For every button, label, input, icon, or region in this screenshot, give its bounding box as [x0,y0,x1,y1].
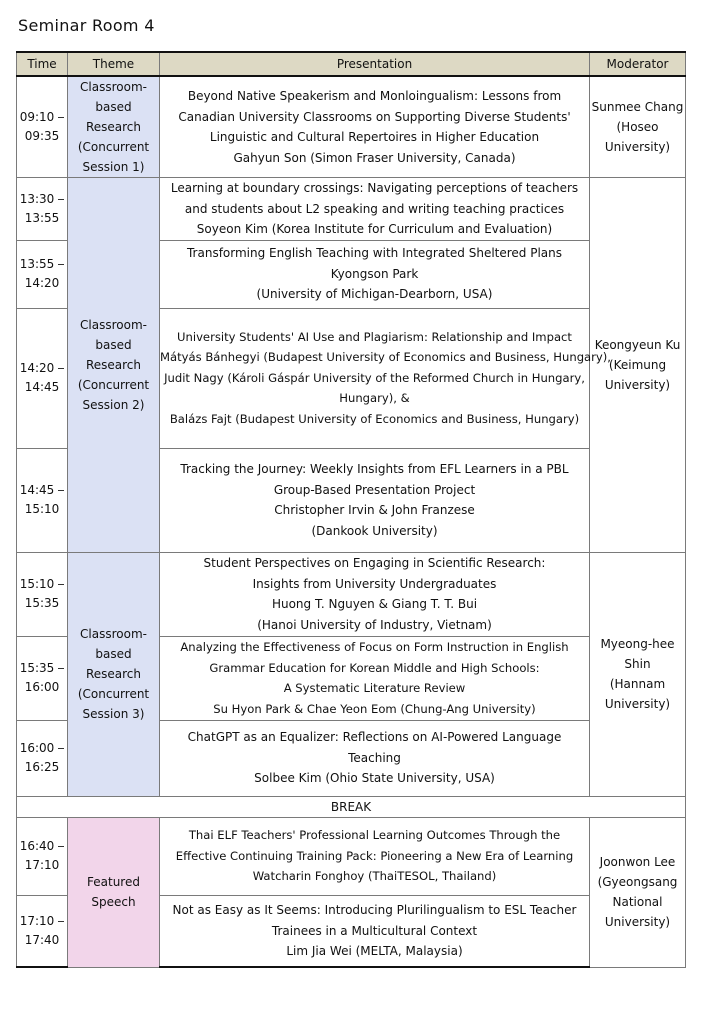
presentation-cell: University Students' AI Use and Plagiarism: Relationship and Impact Mátyás Bánhegyi (Budapest University of Economics and Business, Hungary), Judit Nagy (Károli Gáspár University of the Reformed Church in Hungary, Hungary), & Balázs Fajt (Budapest University of Economics and Business, Hungary) [160,308,590,448]
header-moderator: Moderator [590,52,686,76]
theme-cell: Classroom- based Research (Concurrent Session 3) [68,552,160,796]
page-title: Seminar Room 4 [18,16,155,35]
presentation-cell: Analyzing the Effectiveness of Focus on Form Instruction in English Grammar Education for Korean Middle and High Schools: A Systematic Literature Review Su Hyon Park & Chae Yeon Eom (Chung-Ang University) [160,636,590,720]
header-time: Time [17,52,68,76]
time-cell: 16:40 17:10 [17,817,68,895]
moderator-cell: Joonwon Lee (Gyeongsang National University) [590,817,686,967]
moderator-cell: Myeong-hee Shin (Hannam University) [590,552,686,796]
schedule-table [16,51,686,968]
presentation-cell: ChatGPT as an Equalizer: Reflections on AI-Powered Language Teaching Solbee Kim (Ohio State University, USA) [160,720,590,796]
table-row [17,76,686,178]
time-cell: 17:10 17:40 [17,895,68,967]
break-row [17,796,686,817]
presentation-cell: Not as Easy as It Seems: Introducing Plurilingualism to ESL Teacher Trainees in a Multicultural Context Lim Jia Wei (MELTA, Malaysia) [160,895,590,967]
time-cell: 15:10 15:35 [17,552,68,636]
time-cell: 15:35 16:00 [17,636,68,720]
time-cell: 13:30 13:55 [17,178,68,241]
header-theme: Theme [68,52,160,76]
presentation-cell: Tracking the Journey: Weekly Insights from EFL Learners in a PBL Group-Based Presentation Project Christopher Irvin & John Franzese (Dankook University) [160,448,590,552]
theme-cell: Classroom- based Research (Concurrent Session 1) [68,76,160,178]
time-cell: 14:45 15:10 [17,448,68,552]
theme-cell: Classroom- based Research (Concurrent Session 2) [68,178,160,553]
time-cell: 09:10 09:35 [17,76,68,178]
presentation-cell: Beyond Native Speakerism and Monloingualism: Lessons from Canadian University Classrooms on Supporting Diverse Students' Linguistic and Cultural Repertoires in Higher Education Gahyun Son (Simon Fraser University, Canada) [160,76,590,178]
table-row [17,552,686,636]
time-cell: 16:00 16:25 [17,720,68,796]
table-row [17,178,686,241]
presentation-cell: Thai ELF Teachers' Professional Learning Outcomes Through the Effective Continuing Training Pack: Pioneering a New Era of Learning Watcharin Fonghoy (ThaiTESOL, Thailand) [160,817,590,895]
break-label: BREAK [17,796,686,817]
header-row [17,52,686,76]
moderator-cell: Sunmee Chang (Hoseo University) [590,76,686,178]
header-presentation: Presentation [160,52,590,76]
table-row [17,817,686,895]
presentation-cell: Transforming English Teaching with Integrated Sheltered Plans Kyongson Park (University of Michigan-Dearborn, USA) [160,240,590,308]
moderator-cell: Keongyeun Ku (Keimung University) [590,178,686,553]
presentation-cell: Student Perspectives on Engaging in Scientific Research: Insights from University Undergraduates Huong T. Nguyen & Giang T. T. Bui (Hanoi University of Industry, Vietnam) [160,552,590,636]
theme-cell: Featured Speech [68,817,160,967]
presentation-cell: Learning at boundary crossings: Navigating perceptions of teachers and students about L2 speaking and writing teaching practices Soyeon Kim (Korea Institute for Curriculum and Evaluation) [160,178,590,241]
time-cell: 14:20 14:45 [17,308,68,448]
time-cell: 13:55 14:20 [17,240,68,308]
